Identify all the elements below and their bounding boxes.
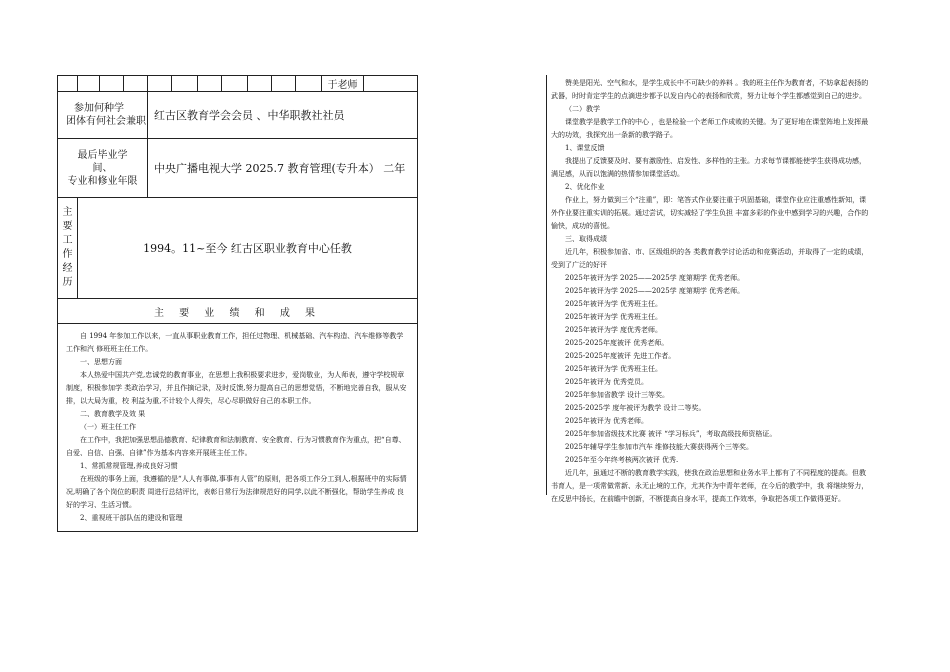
- work-label-char: 要: [62, 221, 73, 232]
- edu-label: [58, 139, 148, 198]
- resume-form-left: [57, 75, 417, 522]
- achieve-title-row: [58, 299, 418, 324]
- subsection-heading: 2、重视班干部队伍的建设和管理: [80, 514, 183, 522]
- edu-value: 中央广播电视大学 2025.7 教育管理(专升本） 二年: [148, 139, 418, 198]
- award-item: 2025-2025年度被评 先进工作者。: [565, 352, 676, 360]
- work-label-char: 历: [62, 277, 73, 288]
- org-label: [58, 92, 148, 139]
- edu-label-line-2: 间、: [92, 162, 113, 174]
- award-item: 2025年被评为 优秀老师。: [565, 417, 649, 425]
- body-paragraph: 在班级的事务上面，我遵循的是“人人有事做,事事有人管”的原则，把各项工作分工到人,根据班中的实际情况,明确了各个岗位的职责 周进行总结评比，表彰日常行为法律规范好的同学,以此不断强化，帮助学生养成 良好的学习、生活习惯。: [66, 475, 407, 509]
- award-item: 2025年被评为学 度优秀老师。: [565, 326, 663, 334]
- award-item: 2025年被评为 优秀党员。: [565, 378, 649, 386]
- body-paragraph: 在工作中，我把加强思想品德教育、纪律教育和法制教育、安全教育、行为习惯教育作为重点，把“自尊、自爱、自信、自强、自律”作为基本内容来开展班主任工作。: [66, 436, 406, 457]
- body-paragraph: 作业上，努力做到三个“注重”，即：笔答式作业要注重于巩固基础，课堂作业应注重感性新知，课外作业要注重实训的拓展。通过尝试，切实减轻了学生负担 丰富多彩的作业中感到学习的兴趣，合作的愉快，成功的喜悦。: [551, 196, 869, 230]
- org-label-line-2: 团体有何社会兼职: [66, 116, 146, 127]
- work-label-char: 作: [62, 249, 73, 260]
- award-item: 2025年参加省教学 设计三等奖。: [565, 391, 670, 399]
- award-item: 2025-2025年度被评 优秀老师。: [565, 339, 669, 347]
- section-heading: 三、取得成绩: [565, 235, 607, 243]
- award-item: 2025年参加省级技术比赛 被评 “学习标兵”，考取高级技师资格证。: [565, 430, 777, 438]
- work-label-char: 工: [62, 235, 73, 246]
- body-paragraph: 近几年，积极参加省、市、区级组织的各 类教育教学讨论活动和竞赛活动，并取得了一定的成绩，受到了广泛的好评: [551, 248, 869, 269]
- award-item: 2025年被评为学 优秀班主任。: [565, 300, 663, 308]
- award-item: 2025年被评为学 优秀班主任。: [565, 313, 663, 321]
- award-item: 2025年辅导学生参加市汽车 维修技能大赛获得两个三等奖。: [565, 443, 754, 451]
- body-paragraph: 自 1994 年参加工作以来，一直从事职业教育工作，担任过物理、机械基础、汽车构造、汽车维修等教学工作和汽 修班班主任工作。: [66, 332, 404, 353]
- award-item: 2025年被评为学 2025——2025学 度第期学 优秀老师。: [565, 287, 745, 295]
- award-item: 2025年至今年终考核两次被评 优秀.: [565, 456, 679, 464]
- body-paragraph: 本人热爱中国共产党,忠诚党的教育事业，在思想上我积极要求进步，爱岗敬业，为人师表，遵守学校规章制度，积极参加学 类政治学习，并且作摘记录，及时反馈,努力提高自己的思想觉悟，不断地完善自我，服从安排，以大局为重，校 利益为重,不计较个人得失，尽心尽职做好自己的本职工作。: [66, 371, 407, 405]
- org-label-line-1: 参加何种学: [74, 103, 124, 114]
- award-item: 2025年被评为学 优秀班主任。: [565, 365, 663, 373]
- work-label: [58, 198, 78, 299]
- work-value: 1994。11~至今 红古区职业教育中心任教: [78, 198, 418, 299]
- achieve-body-row: [58, 324, 418, 532]
- subsection-heading: 1、课堂反馈: [565, 144, 605, 152]
- resume-table: [57, 75, 418, 532]
- body-paragraph: 课堂教学是教学工作的中心 ，也是检验一个老师工作成败的关键。为了更好地在课堂阵地上发挥最大的功效，我探究出一条新的教学路子。: [551, 118, 869, 139]
- body-paragraph: 赞美是阳光、空气和水，是学生成长中不可缺少的养料 。我的班主任作为教育者，不妨拿起表扬的武器，时时肯定学生的点滴进步都予以发自内心的表扬和欣赏，努力让每个学生都感觉到自己的进步。: [551, 79, 869, 100]
- section-heading: （二）教学: [565, 105, 600, 113]
- achievements-title: 主 要 业 绩 和 成 果: [58, 299, 418, 324]
- edu-label-line-1: 最后毕业学: [77, 149, 128, 161]
- name-value: 于老师: [322, 76, 364, 92]
- org-row: [58, 92, 418, 139]
- subsection-heading: （一）班主任工作: [80, 423, 136, 431]
- body-paragraph: 近几年，虽通过不断的教育教学实践，使我在政治思想和业务水平上都有了不同程度的提高。但教书育人，是一项常做常新、永无止境的工作，尤其作为中青年老师，在今后的教学中，我 将继续努力，在反思中扬长，在前瞻中创新，不断提高自身水平，提高工作效率，争取把各项工作做得更好。: [551, 469, 869, 503]
- subsection-heading: 2、优化作业: [565, 183, 605, 191]
- resume-form-right: [546, 75, 876, 503]
- edu-label-line-3: 专业和修业年限: [67, 175, 138, 187]
- award-item: 2025-2025学 度年被评为教学 设计二等奖。: [565, 404, 706, 412]
- subsection-heading: 1、常抓常规管理,养成良好习惯: [80, 462, 178, 470]
- section-heading: 一、思想方面: [80, 358, 122, 366]
- work-label-char: 主: [62, 207, 73, 218]
- body-paragraph: 我提出了反馈要及时、要有激励性、启发性、多样性的主张。力求每节课都能使学生获得成功感， 满足感，从而以饱满的热情参加课堂活动。: [551, 157, 866, 178]
- work-row: [58, 198, 418, 299]
- achievements-continued: [546, 75, 876, 503]
- org-value: 红古区教育学会会员 、中华职教社社员: [148, 92, 418, 139]
- edu-row: [58, 139, 418, 198]
- header-row: [58, 76, 418, 92]
- work-label-char: 经: [62, 263, 73, 274]
- achievements-body: [58, 324, 418, 532]
- award-item: 2025年被评为学 2025——2025学 度第期学 优秀老师。: [565, 274, 745, 282]
- section-heading: 二、教育教学及效 果: [80, 410, 146, 418]
